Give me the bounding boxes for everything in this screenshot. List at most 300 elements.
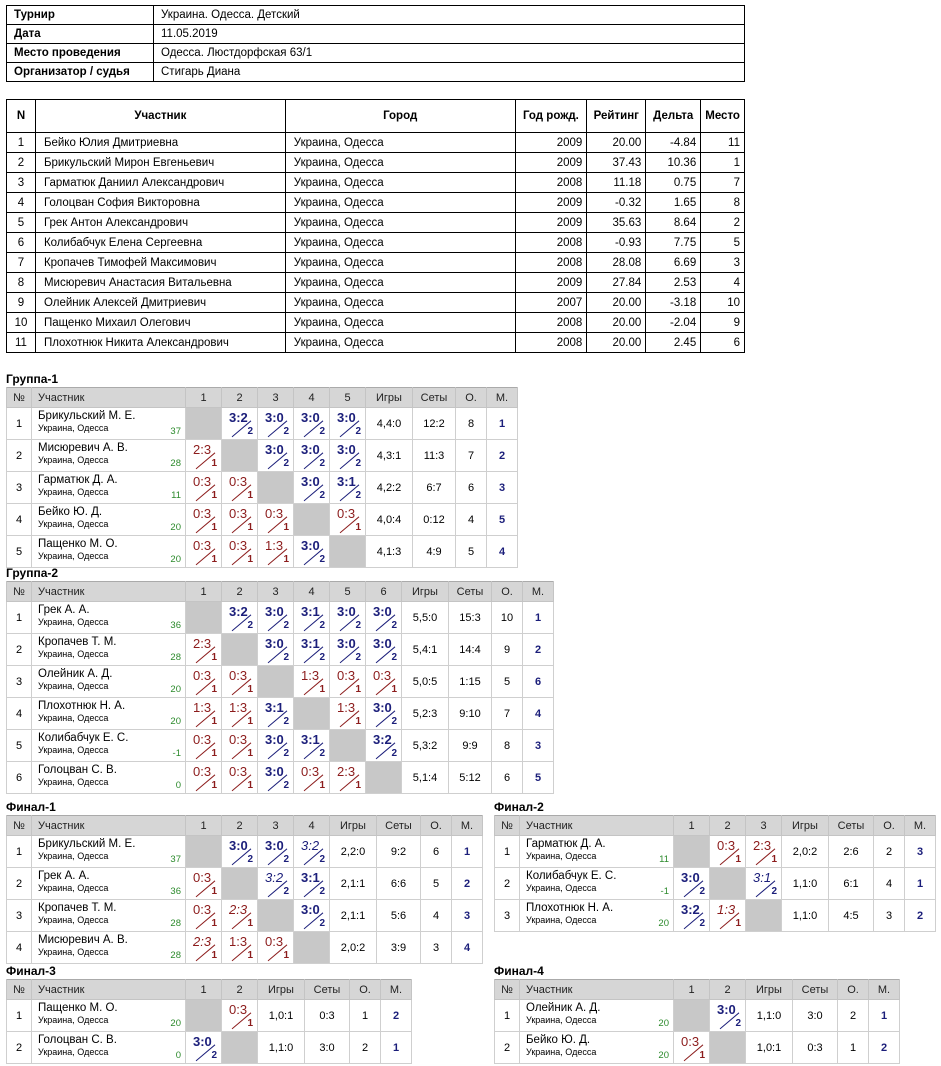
participant-place: 1 xyxy=(701,153,745,173)
group-table xyxy=(6,387,518,568)
score-cell xyxy=(366,730,402,762)
score-cell xyxy=(366,698,402,730)
participant-city: Украина, Одесса xyxy=(285,333,515,353)
player-number: 2 xyxy=(7,634,32,666)
score-points: 1 xyxy=(247,490,253,501)
player-place: 2 xyxy=(381,1000,412,1032)
score-cell xyxy=(186,472,222,504)
player-name: Мисюревич А. В. xyxy=(38,934,128,946)
group-row xyxy=(7,440,518,472)
score-points: 2 xyxy=(319,426,325,437)
score-value: 1:3 xyxy=(265,538,284,553)
score-points: 2 xyxy=(283,620,289,631)
col-header-opponent: 6 xyxy=(366,582,402,602)
score-points: 2 xyxy=(247,426,253,437)
col-header-sets: Сеты xyxy=(305,980,350,1000)
score-points: 2 xyxy=(355,426,361,437)
group-header-row xyxy=(495,816,936,836)
group-title: Группа-1 xyxy=(6,372,59,386)
player-number: 2 xyxy=(495,868,520,900)
player-sets: 9:2 xyxy=(377,836,421,868)
player-cell xyxy=(32,836,186,868)
col-header-points: О. xyxy=(492,582,523,602)
score-points: 1 xyxy=(699,1050,705,1061)
col-header-opponent: 5 xyxy=(330,388,366,408)
participant-rating: 11.18 xyxy=(587,173,646,193)
score-value: 3:0 xyxy=(373,700,392,715)
participant-place: 2 xyxy=(701,213,745,233)
group-row xyxy=(7,1032,412,1064)
score-value: 3:0 xyxy=(373,636,392,651)
score-value: 0:3 xyxy=(193,668,212,683)
participant-rating: 35.63 xyxy=(587,213,646,233)
score-cell xyxy=(294,666,330,698)
participant-n: 3 xyxy=(7,173,36,193)
player-cell xyxy=(32,932,186,964)
score-points: 2 xyxy=(735,1018,741,1029)
player-points: 5 xyxy=(421,868,452,900)
player-city: Украина, Одесса xyxy=(38,1015,109,1025)
participant-year: 2008 xyxy=(515,313,587,333)
player-name: Плохотнюк Н. А. xyxy=(38,700,126,712)
player-name: Кропачев Т. М. xyxy=(38,902,117,914)
score-points: 2 xyxy=(283,458,289,469)
player-games: 2,1:1 xyxy=(330,868,377,900)
player-cell xyxy=(32,440,186,472)
player-cell xyxy=(32,472,186,504)
player-sets: 9:10 xyxy=(449,698,492,730)
participants-body xyxy=(7,133,745,353)
score-cell xyxy=(294,730,330,762)
player-points: 5 xyxy=(492,666,523,698)
score-value: 0:3 xyxy=(193,870,212,885)
player-name: Кропачев Т. М. xyxy=(38,636,117,648)
col-header-games: Игры xyxy=(746,980,793,1000)
score-value: 3:1 xyxy=(265,700,284,715)
score-points: 1 xyxy=(211,780,217,791)
participant-row xyxy=(7,153,745,173)
score-points: 2 xyxy=(319,458,325,469)
participant-rating: 20.00 xyxy=(587,313,646,333)
player-sets: 4:5 xyxy=(829,900,874,932)
info-key: Турнир xyxy=(7,6,154,25)
player-games: 1,0:1 xyxy=(258,1000,305,1032)
player-points: 4 xyxy=(874,868,905,900)
score-value: 0:3 xyxy=(681,1034,700,1049)
group-row xyxy=(7,602,554,634)
score-points: 1 xyxy=(211,918,217,929)
group-1-block xyxy=(6,372,518,568)
score-value: 3:1 xyxy=(301,636,320,651)
player-number: 1 xyxy=(7,602,32,634)
self-cell xyxy=(258,666,294,698)
participant-place: 6 xyxy=(701,333,745,353)
score-points: 2 xyxy=(247,620,253,631)
col-header-name: Участник xyxy=(35,100,285,133)
group-header-row xyxy=(7,816,483,836)
participant-name: Голоцван София Викторовна xyxy=(35,193,285,213)
score-points: 2 xyxy=(391,748,397,759)
player-games: 2,0:2 xyxy=(330,932,377,964)
player-rating: 20 xyxy=(170,554,181,565)
score-value: 3:0 xyxy=(373,604,392,619)
col-header-player: Участник xyxy=(32,582,186,602)
score-points: 1 xyxy=(355,716,361,727)
info-row xyxy=(7,44,745,63)
score-value: 0:3 xyxy=(193,474,212,489)
score-cell xyxy=(330,602,366,634)
player-place: 1 xyxy=(452,836,483,868)
score-value: 3:0 xyxy=(301,410,320,425)
score-value: 3:0 xyxy=(337,442,356,457)
player-name: Гарматюк Д. А. xyxy=(38,474,118,486)
player-rating: 20 xyxy=(658,918,669,929)
self-cell xyxy=(294,932,330,964)
player-rating: 36 xyxy=(170,886,181,897)
player-city: Украина, Одесса xyxy=(38,423,109,433)
player-city: Украина, Одесса xyxy=(38,883,109,893)
col-header-player: Участник xyxy=(520,980,674,1000)
group-row xyxy=(7,698,554,730)
score-cell xyxy=(258,868,294,900)
score-value: 0:3 xyxy=(193,538,212,553)
player-city: Украина, Одесса xyxy=(526,851,597,861)
player-points: 10 xyxy=(492,602,523,634)
participant-city: Украина, Одесса xyxy=(285,173,515,193)
player-number: 4 xyxy=(7,932,32,964)
col-header-place: М. xyxy=(487,388,518,408)
participant-n: 9 xyxy=(7,293,36,313)
col-header-opponent: 1 xyxy=(674,816,710,836)
player-city: Украина, Одесса xyxy=(38,1047,109,1057)
player-place: 3 xyxy=(487,472,518,504)
participant-city: Украина, Одесса xyxy=(285,233,515,253)
final-1-block xyxy=(6,800,483,964)
participant-rating: 20.00 xyxy=(587,133,646,153)
player-points: 4 xyxy=(421,900,452,932)
final-3-block xyxy=(6,964,412,1064)
participant-rating: -0.93 xyxy=(587,233,646,253)
score-value: 0:3 xyxy=(229,764,248,779)
score-value: 3:0 xyxy=(717,1002,736,1017)
score-value: 1:3 xyxy=(193,700,212,715)
player-games: 2,0:2 xyxy=(782,836,829,868)
score-value: 0:3 xyxy=(301,764,320,779)
col-header-games: Игры xyxy=(782,816,829,836)
player-place: 1 xyxy=(869,1000,900,1032)
col-header-opponent: 1 xyxy=(186,816,222,836)
score-points: 1 xyxy=(211,490,217,501)
score-value: 1:3 xyxy=(337,700,356,715)
player-place: 3 xyxy=(523,730,554,762)
score-cell xyxy=(258,602,294,634)
self-cell xyxy=(222,440,258,472)
score-value: 0:3 xyxy=(229,538,248,553)
player-place: 5 xyxy=(487,504,518,536)
col-header-no: № xyxy=(7,582,32,602)
player-rating: 11 xyxy=(171,490,181,501)
participant-place: 8 xyxy=(701,193,745,213)
player-cell xyxy=(32,1032,186,1064)
score-cell xyxy=(222,698,258,730)
col-header-place: Место xyxy=(701,100,745,133)
player-number: 3 xyxy=(7,666,32,698)
participant-delta: 0.75 xyxy=(646,173,701,193)
participant-n: 4 xyxy=(7,193,36,213)
score-value: 1:3 xyxy=(301,668,320,683)
score-value: 0:3 xyxy=(265,934,284,949)
player-place: 5 xyxy=(523,762,554,794)
score-points: 1 xyxy=(771,854,777,865)
participant-year: 2009 xyxy=(515,193,587,213)
player-sets: 1:15 xyxy=(449,666,492,698)
player-points: 1 xyxy=(350,1000,381,1032)
group-title: Финал-1 xyxy=(6,800,56,814)
score-cell xyxy=(258,634,294,666)
score-cell xyxy=(222,472,258,504)
participant-place: 4 xyxy=(701,273,745,293)
col-header-points: О. xyxy=(421,816,452,836)
player-games: 4,2:2 xyxy=(366,472,413,504)
group-row xyxy=(495,868,936,900)
self-cell xyxy=(746,900,782,932)
group-header-row xyxy=(7,388,518,408)
player-sets: 5:6 xyxy=(377,900,421,932)
participant-delta: 10.36 xyxy=(646,153,701,173)
score-value: 2:3 xyxy=(229,902,248,917)
player-city: Украина, Одесса xyxy=(526,915,597,925)
participant-name: Гарматюк Даниил Александрович xyxy=(35,173,285,193)
player-name: Грек А. А. xyxy=(38,604,90,616)
player-rating: -1 xyxy=(660,886,669,897)
score-points: 2 xyxy=(391,716,397,727)
player-rating: -1 xyxy=(172,748,181,759)
self-cell xyxy=(186,408,222,440)
score-points: 2 xyxy=(283,652,289,663)
player-number: 4 xyxy=(7,698,32,730)
self-cell xyxy=(186,602,222,634)
group-table xyxy=(494,979,900,1064)
score-points: 2 xyxy=(283,716,289,727)
player-rating: 36 xyxy=(170,620,181,631)
participant-city: Украина, Одесса xyxy=(285,153,515,173)
score-cell xyxy=(222,932,258,964)
score-cell xyxy=(186,536,222,568)
score-points: 1 xyxy=(211,522,217,533)
player-name: Пащенко М. О. xyxy=(38,1002,118,1014)
score-cell xyxy=(258,932,294,964)
group-row xyxy=(7,836,483,868)
participant-rating: 20.00 xyxy=(587,293,646,313)
tournament-info-body xyxy=(7,6,745,82)
player-games: 1,0:1 xyxy=(746,1032,793,1064)
player-games: 2,2:0 xyxy=(330,836,377,868)
group-title: Финал-2 xyxy=(494,800,544,814)
score-points: 1 xyxy=(211,716,217,727)
score-value: 3:0 xyxy=(265,764,284,779)
player-number: 3 xyxy=(495,900,520,932)
score-points: 2 xyxy=(699,918,705,929)
player-games: 5,3:2 xyxy=(402,730,449,762)
player-city: Украина, Одесса xyxy=(38,851,109,861)
participant-row xyxy=(7,333,745,353)
player-number: 2 xyxy=(7,1032,32,1064)
player-games: 1,1:0 xyxy=(782,900,829,932)
player-sets: 9:9 xyxy=(449,730,492,762)
info-row xyxy=(7,6,745,25)
score-points: 2 xyxy=(247,854,253,865)
participant-city: Украина, Одесса xyxy=(285,193,515,213)
col-header-player: Участник xyxy=(32,816,186,836)
col-header-sets: Сеты xyxy=(413,388,456,408)
player-games: 1,1:0 xyxy=(746,1000,793,1032)
participant-row xyxy=(7,273,745,293)
player-city: Украина, Одесса xyxy=(38,745,109,755)
score-cell xyxy=(366,666,402,698)
player-cell xyxy=(32,730,186,762)
score-cell xyxy=(294,440,330,472)
score-value: 3:0 xyxy=(301,474,320,489)
player-sets: 5:12 xyxy=(449,762,492,794)
participant-delta: 2.53 xyxy=(646,273,701,293)
score-points: 1 xyxy=(283,950,289,961)
score-value: 3:2 xyxy=(301,838,320,853)
player-number: 2 xyxy=(495,1032,520,1064)
participant-city: Украина, Одесса xyxy=(285,293,515,313)
player-games: 2,1:1 xyxy=(330,900,377,932)
player-place: 2 xyxy=(523,634,554,666)
player-rating: 28 xyxy=(170,458,181,469)
player-sets: 12:2 xyxy=(413,408,456,440)
self-cell xyxy=(222,634,258,666)
score-cell xyxy=(186,634,222,666)
score-value: 3:0 xyxy=(265,442,284,457)
score-value: 3:0 xyxy=(265,732,284,747)
participant-row xyxy=(7,293,745,313)
player-number: 3 xyxy=(7,900,32,932)
player-place: 3 xyxy=(905,836,936,868)
col-header-opponent: 1 xyxy=(186,388,222,408)
score-cell xyxy=(330,762,366,794)
player-number: 1 xyxy=(7,836,32,868)
participant-year: 2008 xyxy=(515,333,587,353)
col-header-place: М. xyxy=(905,816,936,836)
col-header-opponent: 3 xyxy=(258,582,294,602)
score-cell xyxy=(258,698,294,730)
player-rating: 20 xyxy=(170,1018,181,1029)
score-cell xyxy=(258,504,294,536)
score-points: 2 xyxy=(355,620,361,631)
player-city: Украина, Одесса xyxy=(526,1015,597,1025)
player-games: 1,1:0 xyxy=(782,868,829,900)
score-cell xyxy=(294,836,330,868)
player-city: Украина, Одесса xyxy=(38,947,109,957)
score-cell xyxy=(674,868,710,900)
player-points: 2 xyxy=(350,1032,381,1064)
col-header-points: О. xyxy=(838,980,869,1000)
participant-delta: -2.04 xyxy=(646,313,701,333)
col-header-player: Участник xyxy=(32,388,186,408)
participant-delta: 2.45 xyxy=(646,333,701,353)
score-points: 1 xyxy=(211,950,217,961)
col-header-place: М. xyxy=(523,582,554,602)
score-value: 3:1 xyxy=(337,474,356,489)
score-value: 0:3 xyxy=(229,1002,248,1017)
player-city: Украина, Одесса xyxy=(38,713,109,723)
col-header-sets: Сеты xyxy=(793,980,838,1000)
group-row xyxy=(7,762,554,794)
participant-name: Колибабчук Елена Сергеевна xyxy=(35,233,285,253)
participant-rating: 28.08 xyxy=(587,253,646,273)
score-points: 1 xyxy=(211,886,217,897)
group-row xyxy=(495,1032,900,1064)
group-row xyxy=(7,868,483,900)
group-title: Финал-4 xyxy=(494,964,544,978)
player-cell xyxy=(520,1032,674,1064)
player-place: 3 xyxy=(452,900,483,932)
player-city: Украина, Одесса xyxy=(38,617,109,627)
score-value: 2:3 xyxy=(193,934,212,949)
player-number: 1 xyxy=(495,836,520,868)
info-key: Место проведения xyxy=(7,44,154,63)
participant-name: Брикульский Мирон Евгеньевич xyxy=(35,153,285,173)
group-2-block xyxy=(6,566,554,794)
col-header-sets: Сеты xyxy=(377,816,421,836)
tournament-info-table xyxy=(6,5,745,82)
participant-n: 11 xyxy=(7,333,36,353)
col-header-opponent: 3 xyxy=(746,816,782,836)
group-row xyxy=(495,900,936,932)
score-value: 0:3 xyxy=(193,732,212,747)
participant-name: Бейко Юлия Дмитриевна xyxy=(35,133,285,153)
col-header-opponent: 1 xyxy=(186,582,222,602)
group-title: Группа-2 xyxy=(6,566,59,580)
col-header-sets: Сеты xyxy=(829,816,874,836)
participant-rating: 20.00 xyxy=(587,333,646,353)
score-value: 3:2 xyxy=(373,732,392,747)
info-row xyxy=(7,63,745,82)
player-name: Олейник А. Д. xyxy=(38,668,113,680)
group-title: Финал-3 xyxy=(6,964,56,978)
player-sets: 3:0 xyxy=(305,1032,350,1064)
player-points: 2 xyxy=(874,836,905,868)
score-cell xyxy=(294,536,330,568)
player-name: Плохотнюк Н. А. xyxy=(526,902,614,914)
self-cell xyxy=(366,762,402,794)
col-header-points: О. xyxy=(350,980,381,1000)
score-points: 1 xyxy=(247,522,253,533)
player-rating: 20 xyxy=(658,1050,669,1061)
score-value: 0:3 xyxy=(193,764,212,779)
player-games: 5,4:1 xyxy=(402,634,449,666)
self-cell xyxy=(258,900,294,932)
score-cell xyxy=(222,836,258,868)
player-games: 1,1:0 xyxy=(258,1032,305,1064)
player-rating: 37 xyxy=(170,426,181,437)
participant-place: 7 xyxy=(701,173,745,193)
player-name: Олейник А. Д. xyxy=(526,1002,601,1014)
participant-year: 2007 xyxy=(515,293,587,313)
participant-delta: 8.64 xyxy=(646,213,701,233)
player-rating: 37 xyxy=(170,854,181,865)
player-cell xyxy=(32,536,186,568)
player-name: Колибабчук Е. С. xyxy=(38,732,129,744)
player-points: 7 xyxy=(492,698,523,730)
score-cell xyxy=(294,868,330,900)
score-points: 1 xyxy=(735,918,741,929)
score-value: 3:1 xyxy=(301,870,320,885)
player-number: 5 xyxy=(7,536,32,568)
